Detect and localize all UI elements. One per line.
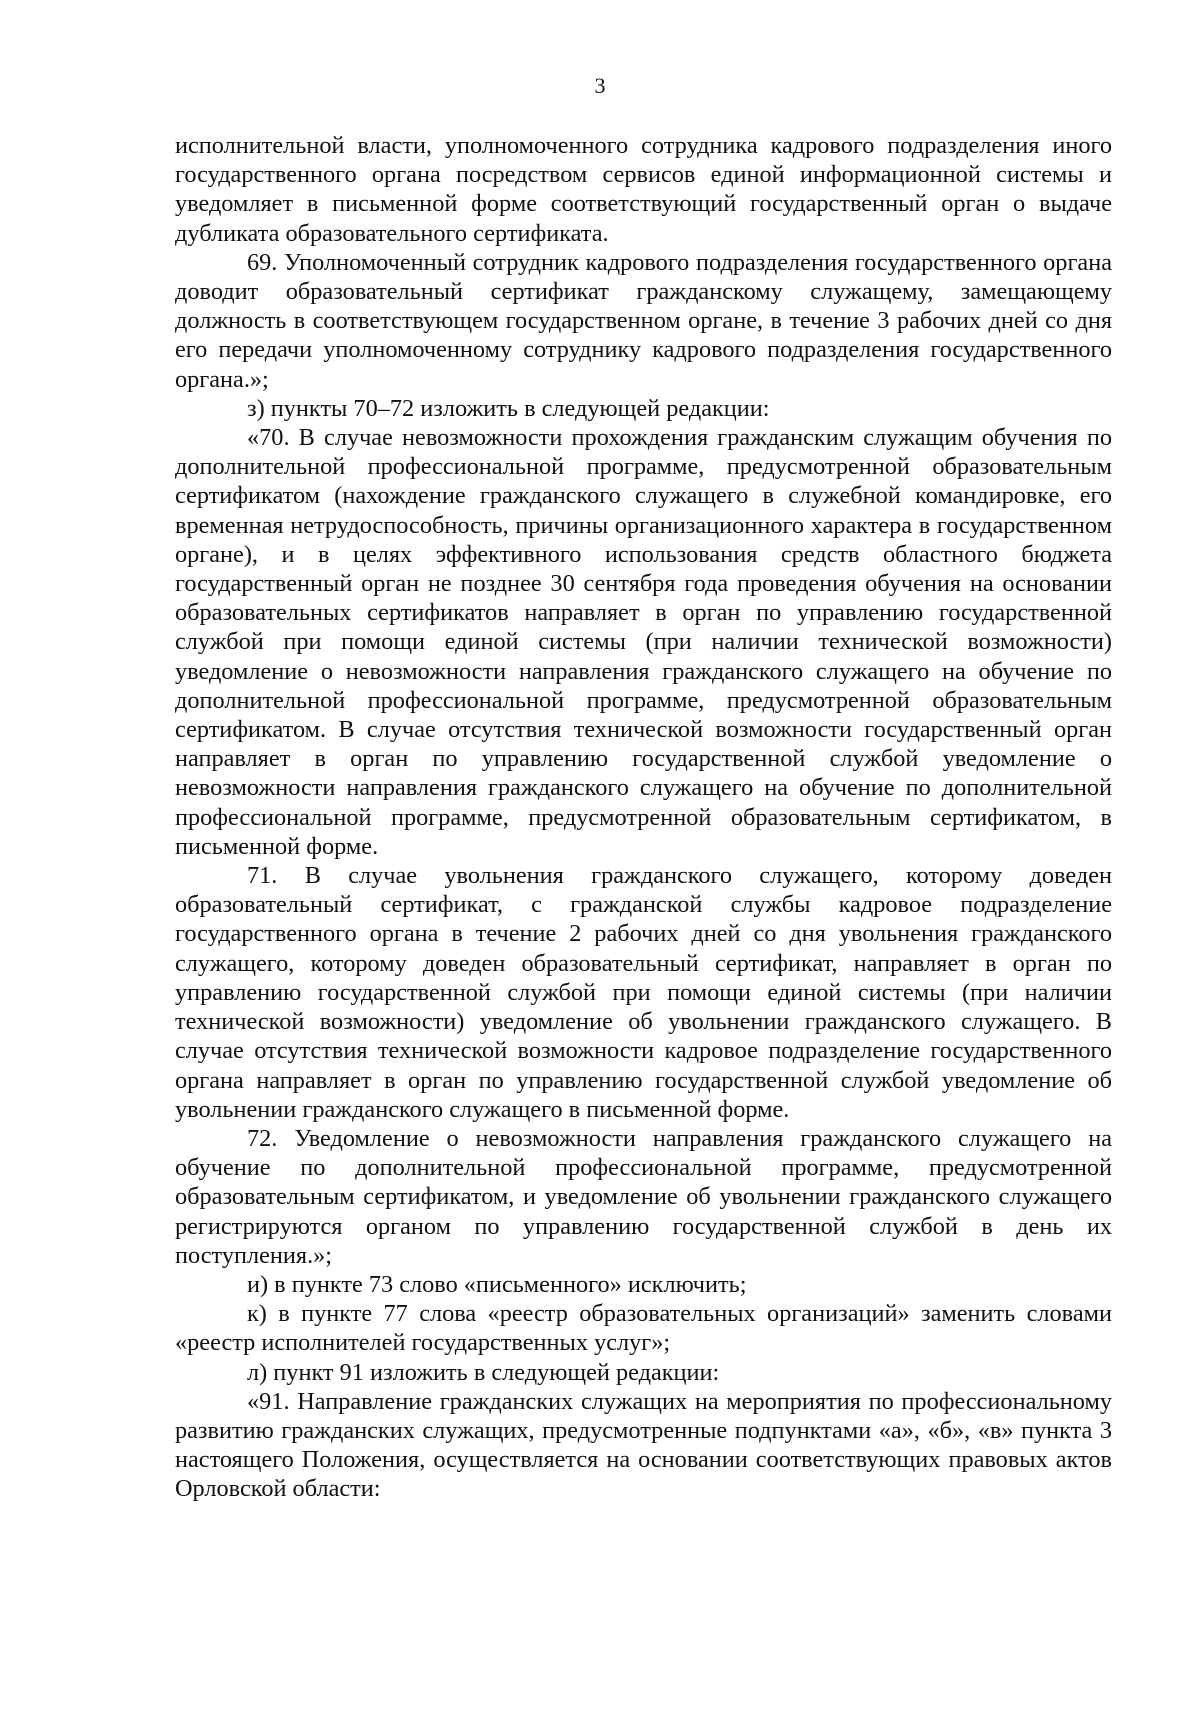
document-body — [175, 131, 1112, 1504]
paragraph-l: л) пункт 91 изложить в следующей редакции: — [247, 1358, 720, 1386]
paragraph-k: к) в пункте 77 слова «реестр образовательных организаций» заменить словами «реестр исполнителей государственных услуг»; — [175, 1300, 1112, 1357]
paragraph-91: «91. Направление гражданских служащих на мероприятия по профессиональному развитию гражданских служащих, предусмотренные подпунктами «а», «б», «в» пункта 3 настоящего Положения, осуществляется на основании соответствующих правовых актов Орловской области: — [175, 1387, 1112, 1503]
paragraph-continuation: исполнительной власти, уполномоченного сотрудника кадрового подразделения иного государственного органа посредством сервисов единой информационной системы и уведомляет в письменной форме соответствующий государственный орган о выдаче дубликата образовательного сертификата. — [175, 132, 1112, 247]
paragraph-70: «70. В случае невозможности прохождения гражданским служащим обучения по дополнительной профессиональной программе, предусмотренной образовательным сертификатом (нахождение гражданского служащего в служебной командировке, его временная нетрудоспособность, причины организационного характера в государственном органе), и в целях эффективного использования средств областного бюджета государственный орган не позднее 30 сентября года проведения обучения на основании образовательных сертификатов направляет в орган по управлению государственной службой при помощи единой системы (при наличии технической возможности) уведомление о невозможности направления гражданского служащего на обучение по дополнительной профессиональной программе, предусмотренной образовательным сертификатом. В случае отсутствия технической возможности государственный орган направляет в орган по управлению государственной службой уведомление о невозможности направления гражданского служащего на обучение по дополнительной профессиональной программе, предусмотренной образовательным сертификатом, в письменной форме. — [175, 424, 1112, 860]
paragraph-i: и) в пункте 73 слово «письменного» исключить; — [247, 1270, 747, 1298]
paragraph-69: 69. Уполномоченный сотрудник кадрового подразделения государственного органа доводит образовательный сертификат гражданскому служащему, замещающему должность в соответствующем государственном органе, в течение 3 рабочих дней со дня его передачи уполномоченному сотруднику кадрового подразделения государственного органа.»; — [175, 248, 1112, 393]
paragraph-z: з) пункты 70–72 изложить в следующей редакции: — [247, 394, 770, 422]
paragraph-72: 72. Уведомление о невозможности направления гражданского служащего на обучение по дополнительной профессиональной программе, предусмотренной образовательным сертификатом, и уведомление об увольнении гражданского служащего регистрируются органом по управлению государственной службой в день их поступления.»; — [175, 1124, 1112, 1269]
page-number: 3 — [594, 73, 606, 98]
paragraph-71: 71. В случае увольнения гражданского служащего, которому доведен образовательный сертификат, с гражданской службы кадровое подразделение государственного органа в течение 2 рабочих дней со дня увольнения гражданского служащего, которому доведен образовательный сертификат, направляет в орган по управлению государственной службой при помощи единой системы (при наличии технической возможности) уведомление об увольнении гражданского служащего. В случае отсутствия технической возможности кадровое подразделение государственного органа направляет в орган по управлению государственной службой уведомление об увольнении гражданского служащего в письменной форме. — [175, 862, 1112, 1123]
